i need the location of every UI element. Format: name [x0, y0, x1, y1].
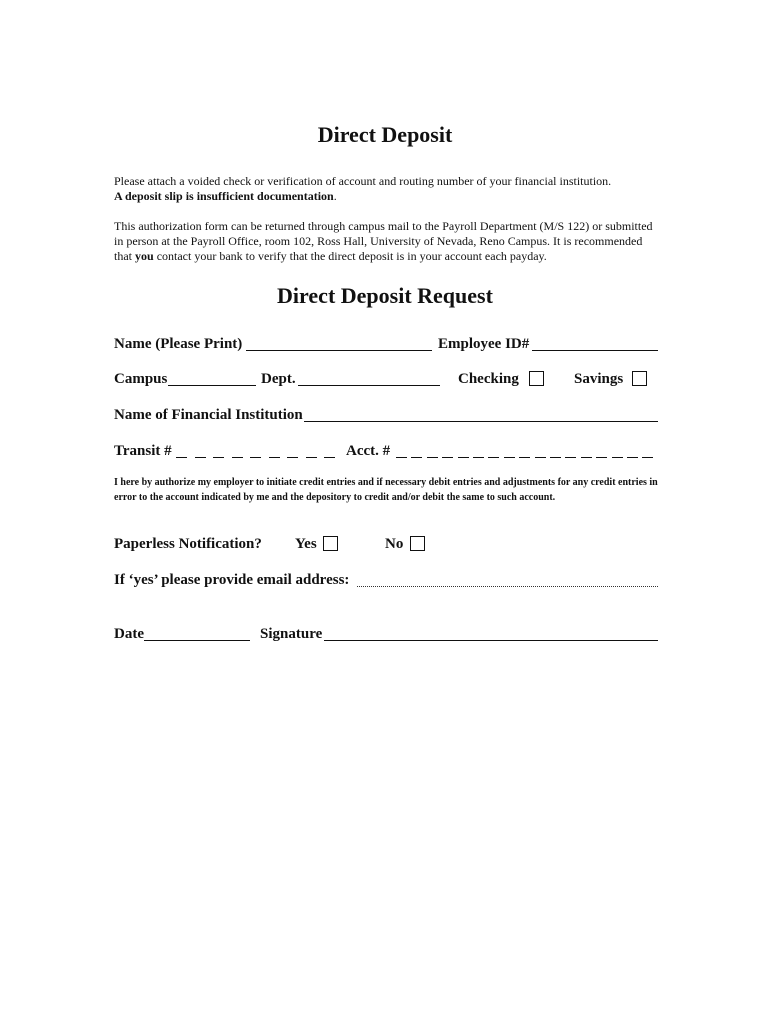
campus-field[interactable]: [168, 369, 256, 386]
checking-label: Checking: [458, 371, 519, 387]
yes-label: Yes: [295, 536, 317, 552]
instructions-warning-period: .: [333, 189, 337, 203]
transit-label: Transit #: [114, 443, 172, 459]
name-label: Name (Please Print): [114, 336, 243, 352]
transit-digit-1[interactable]: [176, 442, 187, 458]
page-title: Direct Deposit: [317, 122, 453, 147]
no-label: No: [385, 536, 404, 552]
email-field[interactable]: [357, 570, 658, 587]
employee-id-field[interactable]: [532, 334, 658, 351]
acct-digit-14[interactable]: [596, 442, 607, 458]
name-field[interactable]: [246, 334, 432, 351]
acct-digit-11[interactable]: [550, 442, 561, 458]
signature-field[interactable]: [324, 624, 658, 641]
institution-row: [114, 405, 659, 425]
signature-row: [114, 624, 659, 644]
employee-id-label: Employee ID#: [438, 336, 530, 352]
transit-digit-5[interactable]: [250, 442, 261, 458]
instructions-warning: A deposit slip is insufficient documentation: [114, 189, 334, 203]
transit-digit-4[interactable]: [232, 442, 243, 458]
paperless-label: Paperless Notification?: [114, 536, 262, 552]
dept-label: Dept.: [261, 371, 296, 387]
institution-label: Name of Financial Institution: [114, 407, 303, 423]
institution-field[interactable]: [304, 405, 658, 422]
acct-digit-5[interactable]: [458, 442, 469, 458]
account-numbers-row: [114, 441, 659, 461]
no-checkbox[interactable]: [410, 536, 425, 551]
email-row: [114, 570, 659, 590]
attachment-instructions: [114, 174, 659, 204]
campus-row: [114, 369, 659, 389]
transit-digit-9[interactable]: [324, 442, 335, 458]
acct-digit-15[interactable]: [612, 442, 623, 458]
acct-digit-1[interactable]: [396, 442, 407, 458]
dept-field[interactable]: [298, 369, 440, 386]
transit-digit-6[interactable]: [269, 442, 280, 458]
acct-digit-2[interactable]: [411, 442, 422, 458]
signature-label: Signature: [260, 626, 323, 642]
acct-digit-13[interactable]: [581, 442, 592, 458]
return-instructions: [114, 219, 659, 264]
savings-checkbox[interactable]: [632, 371, 647, 386]
acct-digit-12[interactable]: [565, 442, 576, 458]
checking-checkbox[interactable]: [529, 371, 544, 386]
authorization-statement: I here by authorize my employer to initiate credit entries and if necessary debit entries and adjustments for any credit entries in error to the account indicated by me and the depository to credit and/or debit the same to such account.: [114, 477, 658, 503]
acct-digit-9[interactable]: [519, 442, 530, 458]
yes-checkbox[interactable]: [323, 536, 338, 551]
return-instructions-emphasis: you: [135, 249, 154, 263]
name-row: [114, 334, 659, 354]
acct-digit-3[interactable]: [427, 442, 438, 458]
acct-digit-6[interactable]: [473, 442, 484, 458]
acct-digit-16[interactable]: [627, 442, 638, 458]
return-instructions-text: This authorization form can be returned through campus mail to the Payroll Department (M/S 122) or submitted in person at the Payroll Office, room 102, Ross Hall, University of Nevada, Reno Campus. It is recommended that: [114, 219, 653, 263]
transit-digit-7[interactable]: [287, 442, 298, 458]
transit-digit-3[interactable]: [213, 442, 224, 458]
acct-digit-17[interactable]: [642, 442, 653, 458]
instructions-line-1: Please attach a voided check or verification of account and routing number of your financial institution.: [114, 174, 612, 188]
date-field[interactable]: [144, 624, 250, 641]
acct-digit-10[interactable]: [535, 442, 546, 458]
acct-digit-4[interactable]: [442, 442, 453, 458]
campus-label: Campus: [114, 371, 168, 387]
paperless-row: [114, 534, 659, 554]
date-label: Date: [114, 626, 144, 642]
transit-digit-2[interactable]: [195, 442, 206, 458]
acct-digit-8[interactable]: [504, 442, 515, 458]
acct-digit-7[interactable]: [488, 442, 499, 458]
acct-label: Acct. #: [346, 443, 391, 459]
savings-label: Savings: [574, 371, 624, 387]
email-label: If ‘yes’ please provide email address:: [114, 572, 350, 588]
return-instructions-text-end: contact your bank to verify that the direct deposit is in your account each payday.: [153, 249, 547, 263]
transit-digit-8[interactable]: [306, 442, 317, 458]
form-title: Direct Deposit Request: [277, 283, 493, 308]
